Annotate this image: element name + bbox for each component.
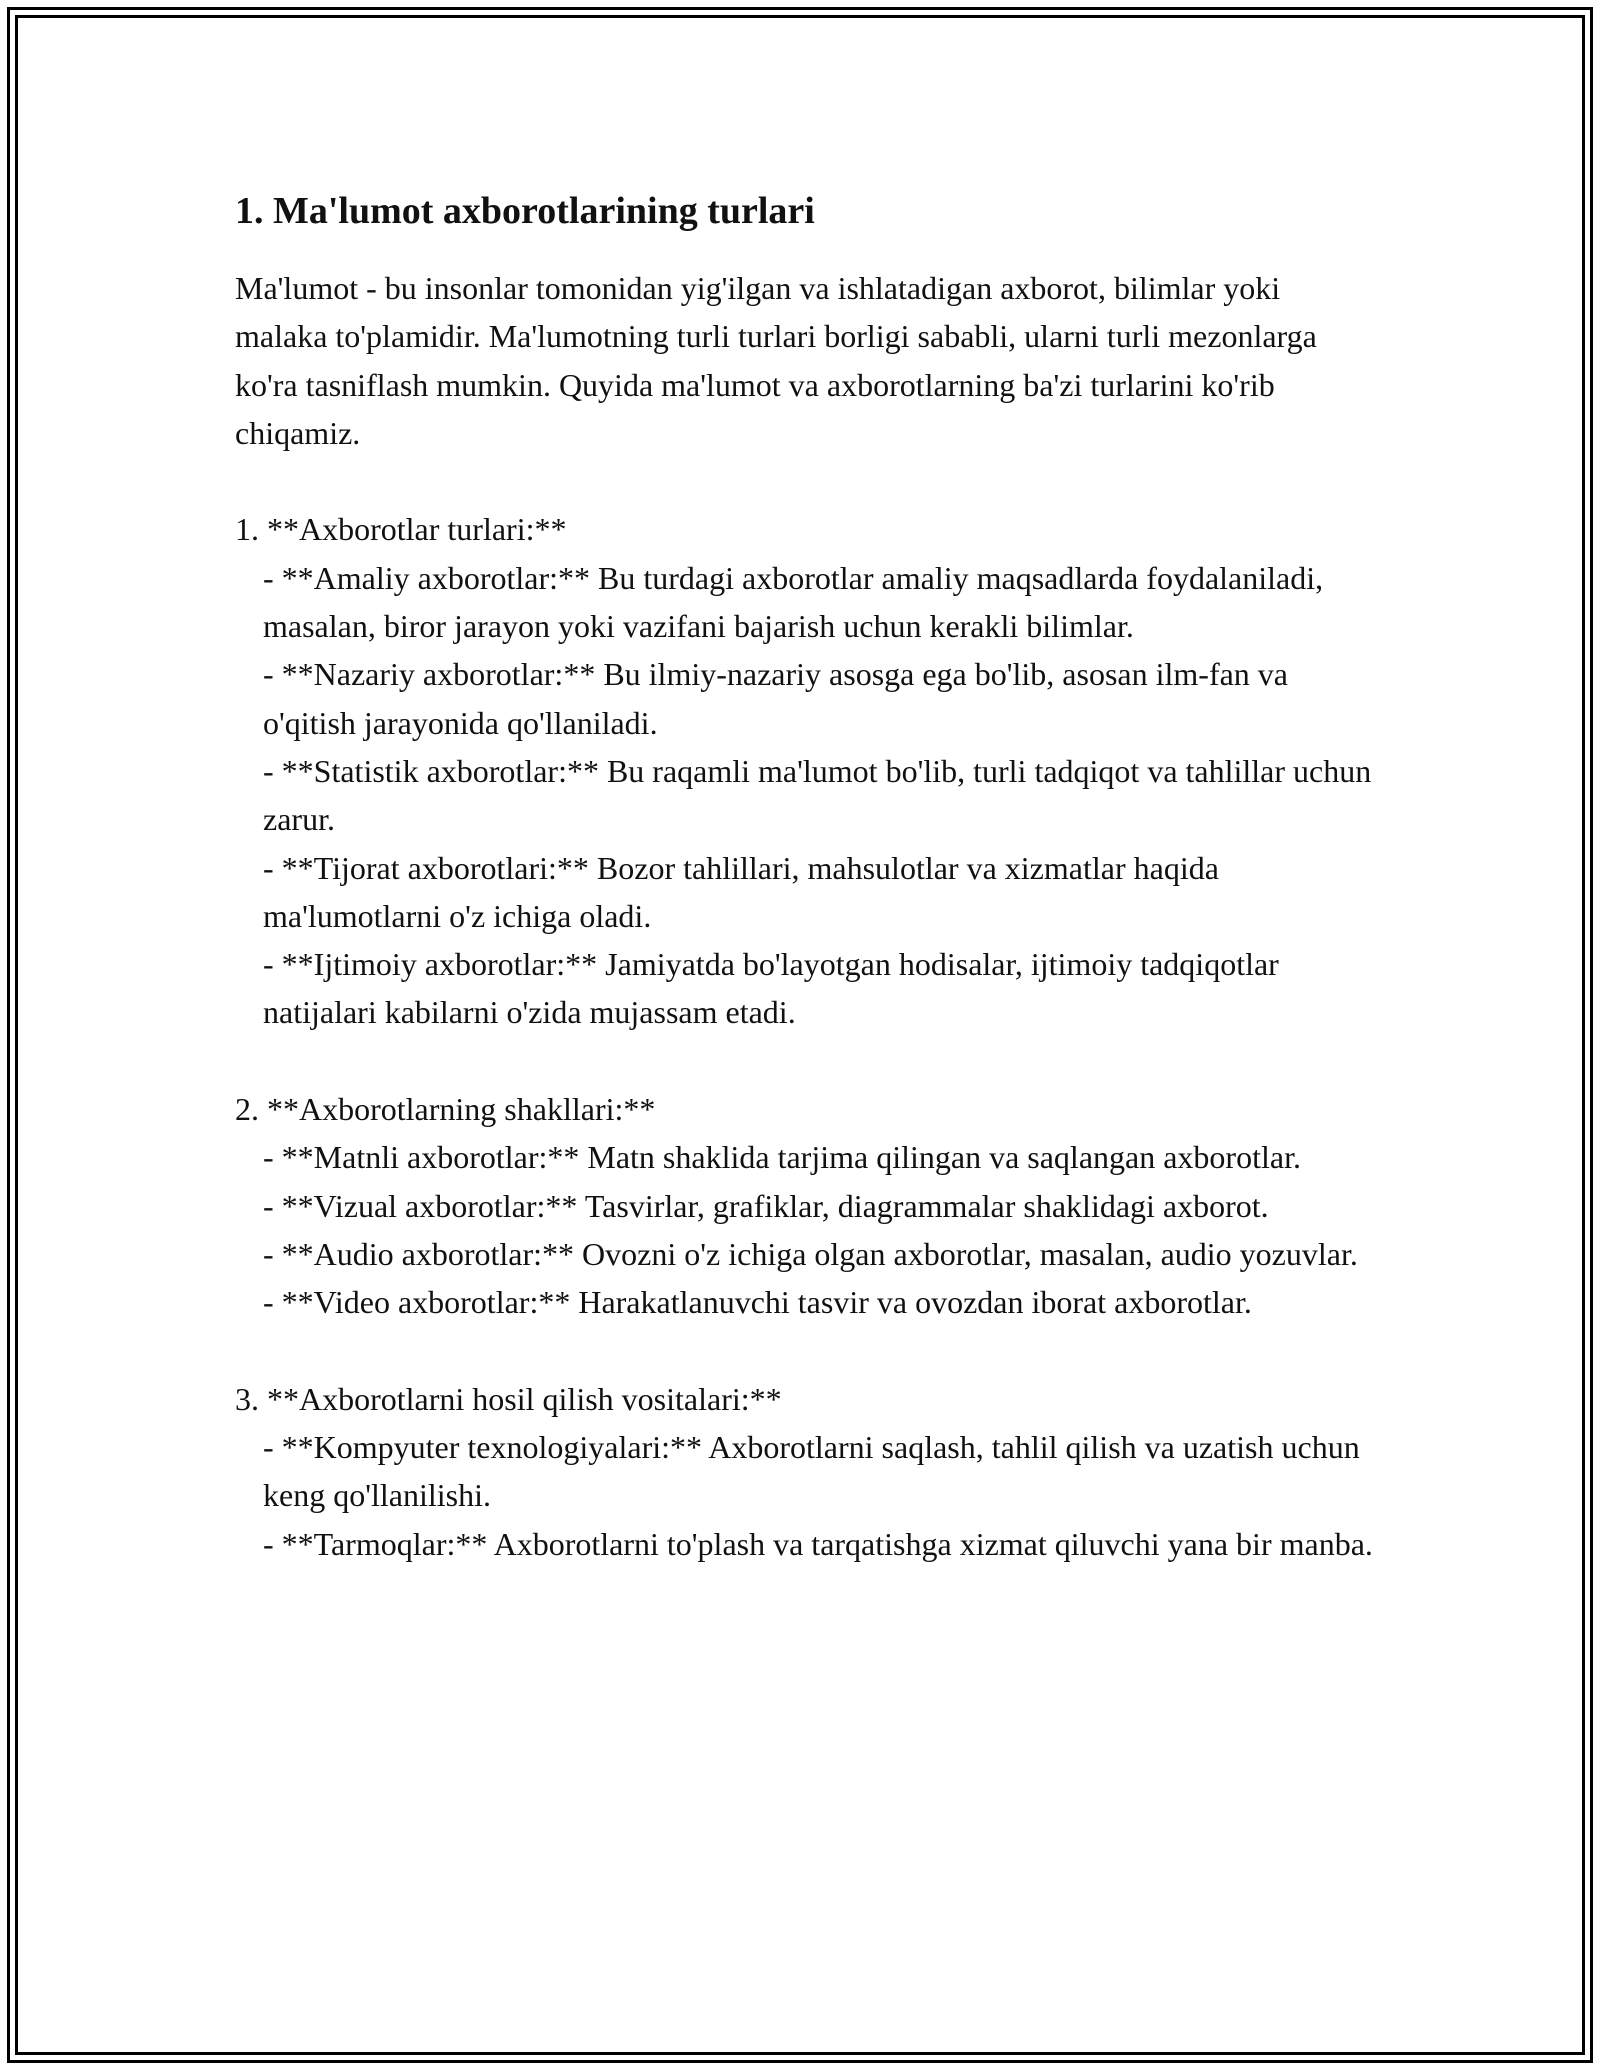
list-item: - **Video axborotlar:** Harakatlanuvchi tasvir va ovozdan iborat axborotlar. (263, 1284, 1252, 1321)
list-item: - **Tijorat axborotlari:** Bozor tahlillari, mahsulotlar va xizmatlar haqida ma'lumotlarni o'z ichiga oladi. (263, 849, 1219, 934)
list-item: - **Statistik axborotlar:** Bu raqamli ma'lumot bo'lib, turli tadqiqot va tahlillar uchun zarur. (263, 752, 1372, 838)
section-heading: 1. **Axborotlar turlari:** (235, 511, 567, 548)
intro-paragraph: Ma'lumot - bu insonlar tomonidan yig'ilgan va ishlatadigan axborot, bilimlar yoki malaka to'plamidir. Ma'lumotning turli turlari borligi sababli, ularni turli mezonlarga ko'ra tasniflash mumkin. Quyida ma'lumot va axborotlarning ba'zi turlarini ko'rib chiqamiz. (235, 270, 1317, 451)
list-item: - **Nazariy axborotlar:** Bu ilmiy-nazariy asosga ega bo'lib, asosan ilm-fan va o'qitish jarayonida qo'llaniladi. (263, 656, 1288, 741)
list-item: - **Amaliy axborotlar:** Bu turdagi axborotlar amaliy maqsadlarda foydalaniladi, masalan, biror jarayon yoki vazifani bajarish uchun kerakli bilimlar. (263, 559, 1324, 645)
document-title: 1. Ma'lumot axborotlarining turlari (235, 190, 815, 232)
section-heading: 3. **Axborotlarni hosil qilish vositalari:** (235, 1380, 782, 1417)
document-body (235, 186, 1375, 1568)
section-1 (235, 505, 1375, 1036)
list-item: - **Audio axborotlar:** Ovozni o'z ichiga olgan axborotlar, masalan, audio yozuvlar. (263, 1235, 1358, 1272)
section-3 (235, 1375, 1375, 1568)
section-heading: 2. **Axborotlarning shakllari:** (235, 1091, 656, 1128)
list-item: - **Kompyuter texnologiyalari:** Axborotlarni saqlash, tahlil qilish va uzatish uchun keng qo'llanilishi. (263, 1429, 1360, 1514)
list-item: - **Ijtimoiy axborotlar:** Jamiyatda bo'layotgan hodisalar, ijtimoiy tadqiqotlar natijalari kabilarni o'zida mujassam etadi. (263, 946, 1279, 1031)
list-item: - **Tarmoqlar:** Axborotlarni to'plash va tarqatishga xizmat qiluvchi yana bir manba. (263, 1525, 1373, 1562)
section-2 (235, 1085, 1375, 1326)
list-item: - **Matnli axborotlar:** Matn shaklida tarjima qilingan va saqlangan axborotlar. (263, 1139, 1301, 1176)
list-item: - **Vizual axborotlar:** Tasvirlar, grafiklar, diagrammalar shaklidagi axborot. (263, 1187, 1269, 1224)
